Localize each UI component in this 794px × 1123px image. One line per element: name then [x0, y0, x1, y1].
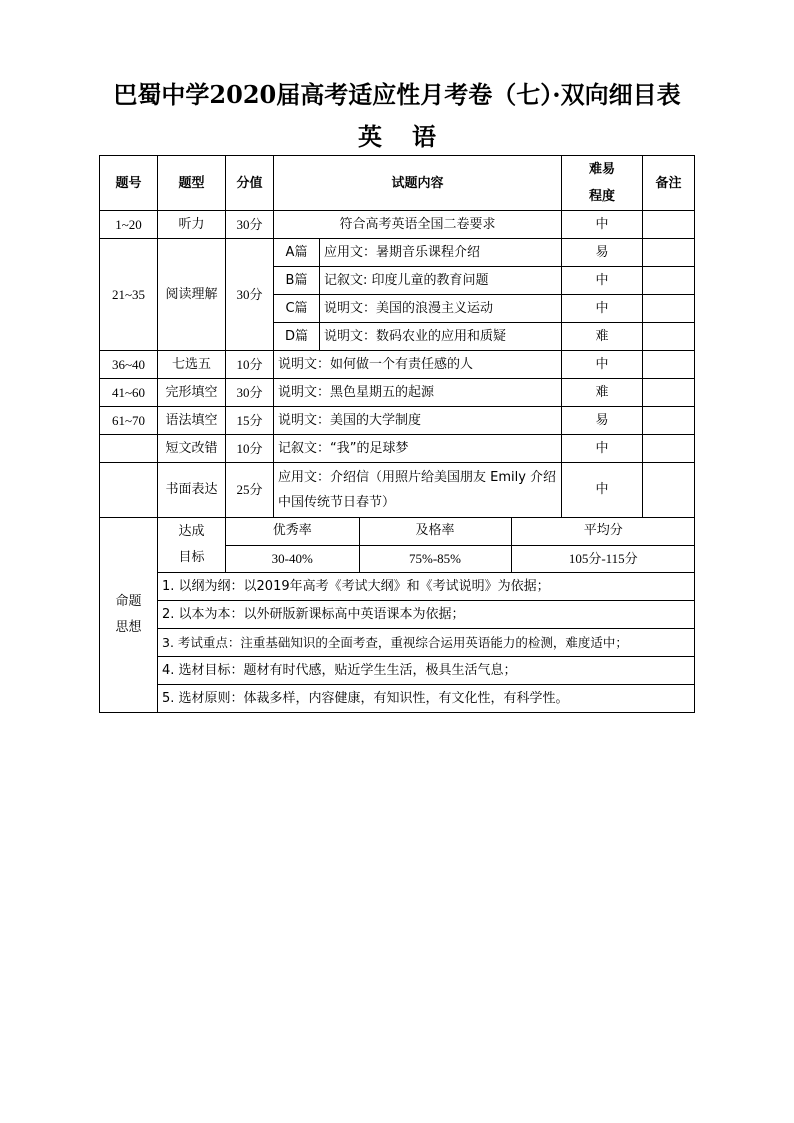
goal-table: [226, 518, 695, 572]
cloze-notes: [643, 379, 695, 407]
listening-score: 30分: [226, 211, 274, 239]
seven-five-number: 36~40: [100, 351, 158, 379]
listening-notes: [643, 211, 695, 239]
passage-content: 说明文：数码农业的应用和质疑: [320, 323, 562, 351]
writing-type: 书面表达: [158, 463, 226, 518]
goal-value-excellent: 30-40%: [271, 550, 313, 566]
passage-label: B篇: [274, 267, 320, 295]
subject-char-1: 英: [358, 122, 382, 151]
passage-content: 说明文：美国的浪漫主义运动: [320, 295, 562, 323]
thinking-label: 命题 思想: [100, 518, 158, 713]
principle-text: 3. 考试重点：注重基础知识的全面考查，重视综合运用英语能力的检测，难度适中；: [158, 629, 695, 657]
passage-content: 记叙文: 印度儿童的教育问题: [320, 267, 562, 295]
table-row-writing: [100, 463, 695, 518]
reading-type: 阅读理解: [158, 239, 226, 351]
grammar-content: 说明文：美国的大学制度: [274, 407, 562, 435]
writing-content: 应用文：介绍信（用照片给美国朋友 Emily 介绍中国传统节日春节）: [274, 463, 562, 518]
header-notes: 备注: [643, 156, 695, 211]
writing-score: 25分: [226, 463, 274, 518]
listening-number: 1~20: [100, 211, 158, 239]
table-row-seven-five: [100, 351, 695, 379]
passage-label: D篇: [274, 323, 320, 351]
passage-label: C篇: [274, 295, 320, 323]
cloze-score: 30分: [226, 379, 274, 407]
writing-notes: [643, 463, 695, 518]
header-row: [100, 156, 695, 211]
grammar-notes: [643, 407, 695, 435]
cloze-number: 41~60: [100, 379, 158, 407]
subject-title: [0, 120, 794, 154]
passage-notes: [643, 267, 695, 295]
goal-value-pass: 75%-85%: [359, 545, 511, 572]
passage-notes: [643, 323, 695, 351]
seven-five-score: 10分: [226, 351, 274, 379]
correction-number: [100, 435, 158, 463]
reading-score: 30分: [226, 239, 274, 351]
table-row-principle: [100, 573, 695, 601]
seven-five-type: 七选五: [158, 351, 226, 379]
grammar-type: 语法填空: [158, 407, 226, 435]
goal-value-average: 105分-115分: [511, 545, 695, 572]
passage-difficulty: 易: [562, 239, 643, 267]
grammar-score: 15分: [226, 407, 274, 435]
spec-table: [99, 155, 695, 713]
writing-number: [100, 463, 158, 518]
table-row-principle: [100, 629, 695, 657]
goal-grid: [226, 518, 695, 573]
goal-header-excellent: 优秀率: [226, 518, 359, 545]
passage-difficulty: 难: [562, 323, 643, 351]
passage-difficulty: 中: [562, 267, 643, 295]
seven-five-notes: [643, 351, 695, 379]
principle-text: 1. 以纲为纲：以2019年高考《考试大纲》和《考试说明》为依据；: [158, 573, 695, 601]
header-type: 题型: [158, 156, 226, 211]
table-row-principle: [100, 685, 695, 713]
passage-difficulty: 中: [562, 295, 643, 323]
seven-five-content: 说明文：如何做一个有责任感的人: [274, 351, 562, 379]
passage-notes: [643, 239, 695, 267]
principle-text: 5. 选材原则：体裁多样，内容健康，有知识性，有文化性，有科学性。: [158, 685, 695, 713]
header-number: 题号: [100, 156, 158, 211]
reading-number: 21~35: [100, 239, 158, 351]
table-row-reading-a: [100, 239, 695, 267]
correction-score: 10分: [226, 435, 274, 463]
table-row-grammar: [100, 407, 695, 435]
principle-text: 4. 选材目标：题材有时代感，贴近学生生活，极具生活气息；: [158, 657, 695, 685]
table-row-listening: [100, 211, 695, 239]
goal-label: 达成 目标: [158, 518, 226, 573]
correction-type: 短文改错: [158, 435, 226, 463]
passage-label: A篇: [274, 239, 320, 267]
subject-char-2: 语: [412, 122, 436, 151]
listening-type: 听力: [158, 211, 226, 239]
table-row-principle: [100, 601, 695, 629]
header-score: 分值: [226, 156, 274, 211]
correction-content: 记叙文：“我”的足球梦: [274, 435, 562, 463]
seven-five-difficulty: 中: [562, 351, 643, 379]
grammar-difficulty: 易: [562, 407, 643, 435]
principle-text: 2. 以本为本：以外研版新课标高中英语课本为依据；: [158, 601, 695, 629]
correction-notes: [643, 435, 695, 463]
grammar-number: 61~70: [100, 407, 158, 435]
listening-difficulty: 中: [562, 211, 643, 239]
listening-content: 符合高考英语全国二卷要求: [274, 211, 562, 239]
writing-difficulty: 中: [562, 463, 643, 518]
table-row-correction: [100, 435, 695, 463]
correction-difficulty: 中: [562, 435, 643, 463]
passage-content: 应用文：暑期音乐课程介绍: [320, 239, 562, 267]
cloze-type: 完形填空: [158, 379, 226, 407]
table-row-goals: [100, 518, 695, 573]
cloze-content: 说明文：黑色星期五的起源: [274, 379, 562, 407]
table-row-principle: [100, 657, 695, 685]
goal-header-average: 平均分: [511, 518, 695, 545]
passage-notes: [643, 295, 695, 323]
page-title: 巴蜀中学2020届高考适应性月考卷（七）·双向细目表: [113, 80, 681, 109]
table-row-cloze: [100, 379, 695, 407]
goal-header-pass: 及格率: [359, 518, 511, 545]
header-content: 试题内容: [274, 156, 562, 211]
header-difficulty: 难易 程度: [562, 156, 643, 211]
cloze-difficulty: 难: [562, 379, 643, 407]
